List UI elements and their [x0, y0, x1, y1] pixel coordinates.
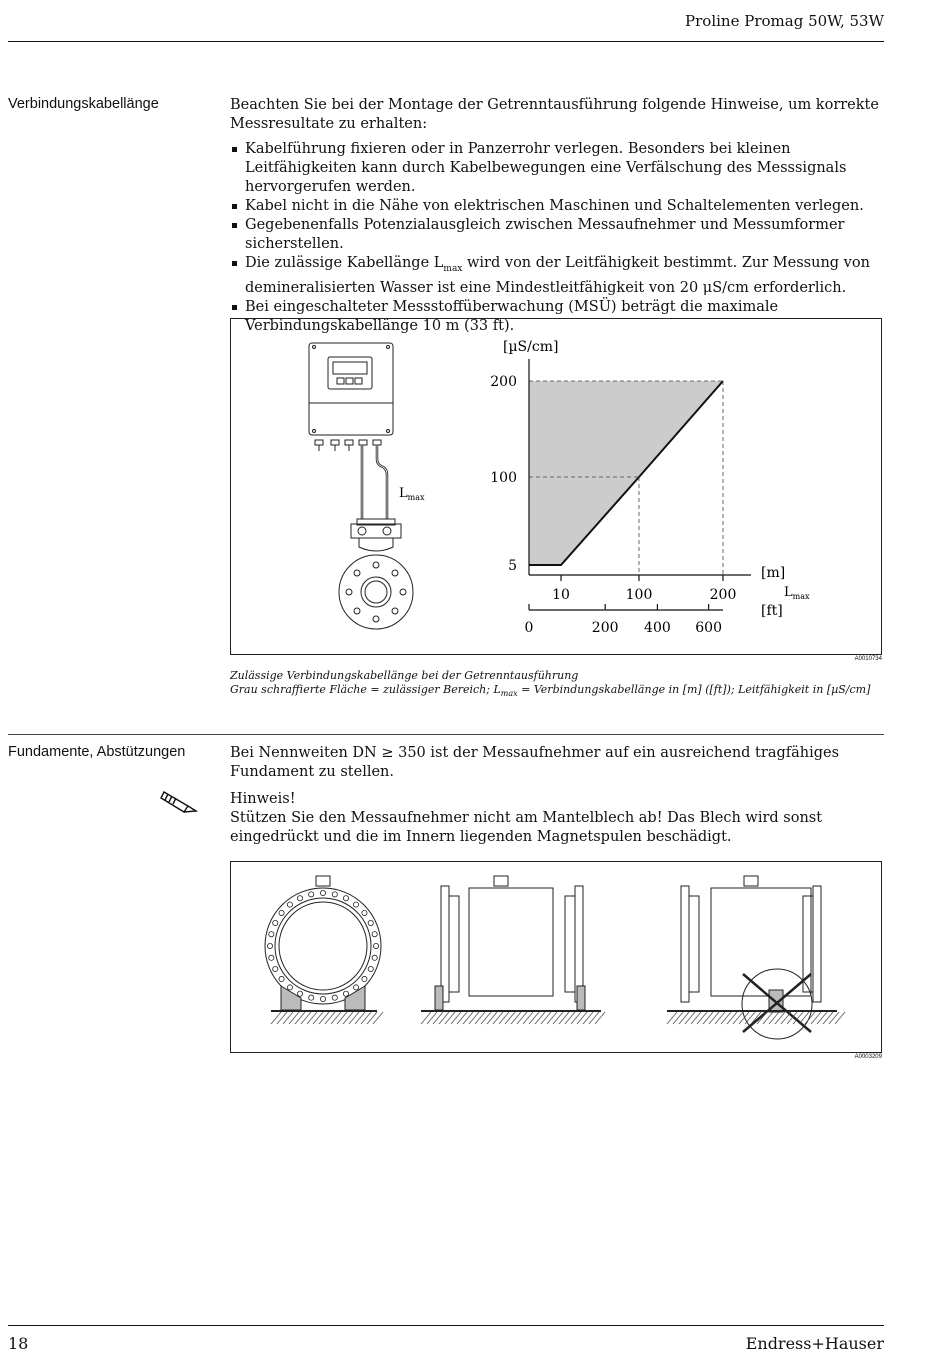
hatch-line [367, 1012, 377, 1024]
hatch-line [685, 1012, 695, 1024]
bolt-hole [343, 991, 348, 996]
hatch-line [331, 1012, 341, 1024]
hatch-line [799, 1012, 809, 1024]
hatch-line [811, 1012, 821, 1024]
hatch-line [499, 1012, 509, 1024]
hatch-line [445, 1012, 455, 1024]
hatch-line [421, 1012, 431, 1024]
x-axis-name: $L_{max}$ [784, 585, 810, 601]
hatch-line [715, 1012, 725, 1024]
hatch-line [427, 1012, 437, 1024]
x-tick-label-m: 100 [625, 587, 653, 603]
bolt-hole [273, 920, 278, 925]
permitted-area [529, 381, 723, 565]
hatch-line [493, 1012, 503, 1024]
hatch-line [673, 1012, 683, 1024]
bolt-hole [297, 896, 302, 901]
caption-line-1: Zulässige Verbindungskabellänge bei der Getrenntausführung [230, 669, 579, 682]
hatch-line [775, 1012, 785, 1024]
y-tick-label: 100 [490, 470, 517, 486]
bolt-hole [332, 995, 337, 1000]
hatch-line [439, 1012, 449, 1024]
hatch-line [451, 1012, 461, 1024]
x-tick-label-ft: 200 [591, 620, 619, 636]
hatch-line [721, 1012, 731, 1024]
figure1-caption [230, 669, 870, 701]
hatch-line [547, 1012, 557, 1024]
x-tick-label-m: 10 [552, 587, 570, 603]
note-title: Hinweis! [230, 791, 296, 807]
x-tick-label-ft: 600 [695, 620, 722, 636]
bolt-hole [269, 955, 274, 960]
hatch-line [349, 1012, 359, 1024]
hatch-line [505, 1012, 515, 1024]
bolt-hole [309, 892, 314, 897]
hatch-line [571, 1012, 581, 1024]
hatch-line [517, 1012, 527, 1024]
figure1-code: A0010734 [854, 656, 882, 662]
x-tick-label-m: 200 [709, 587, 737, 603]
hatch-line [709, 1012, 719, 1024]
hatch-line [277, 1012, 287, 1024]
bolt-hole [320, 996, 325, 1001]
figure-foundations [230, 861, 882, 1053]
y-tick-label: 200 [490, 374, 517, 390]
hatch-line [301, 1012, 311, 1024]
hatch-line [703, 1012, 713, 1024]
transmitter-drawing [309, 343, 413, 629]
hatch-line [733, 1012, 743, 1024]
hatch-line [319, 1012, 329, 1024]
bolt-hole [279, 976, 284, 981]
hatch-line [475, 1012, 485, 1024]
hatch-line [325, 1012, 335, 1024]
hatch-line [577, 1012, 587, 1024]
section-title-cable-length: Verbindungskabellänge [8, 96, 159, 112]
hatch-line [433, 1012, 443, 1024]
bolt-hole [297, 991, 302, 996]
y-tick-label: 5 [508, 558, 517, 574]
hatch-line [817, 1012, 827, 1024]
bolt-hole [362, 976, 367, 981]
x-tick-label-ft: 400 [644, 620, 671, 636]
hatch-line [691, 1012, 701, 1024]
bolt-hole [353, 985, 358, 990]
section2-text: Bei Nennweiten DN ≥ 350 ist der Messaufnehmer auf ein ausreichend tragfähiges Fundament zu stellen. [230, 745, 840, 780]
hatch-line [523, 1012, 533, 1024]
hatch-line [361, 1012, 371, 1024]
device-lmax-label: $L_{max}$ [399, 486, 425, 502]
bullet-item: Kabelführung fixieren oder in Panzerrohr verlegen. Besonders bei kleinen Leitfähigkeiten kann durch Kabelbewegungen eine Verfälschung des Messsignals hervorgerufen werden. [230, 140, 886, 197]
bolt-hole [372, 955, 377, 960]
hatch-line [487, 1012, 497, 1024]
bolt-hole [279, 910, 284, 915]
bolt-hole [373, 943, 378, 948]
header-rule [8, 41, 884, 42]
figure2-code: A0003209 [854, 1054, 882, 1060]
figure-cable-length [230, 318, 882, 655]
page-header-title: Proline Promag 50W, 53W [685, 12, 884, 30]
bolt-hole [372, 932, 377, 937]
bolt-hole [332, 892, 337, 897]
hatch-line [271, 1012, 281, 1024]
hatch-line [559, 1012, 569, 1024]
hatch-line [583, 1012, 593, 1024]
hatch-line [355, 1012, 365, 1024]
bullet-item: Die zulässige Kabellänge $L_{max}$ wird von der Leitfähigkeit bestimmt. Zur Messung von demineralisierten Wasser ist eine Mindestleitfähigkeit von 20 μS/cm erforderlich. [230, 254, 886, 298]
hatch-line [781, 1012, 791, 1024]
note-text: Stützen Sie den Messaufnehmer nicht am Mantelblech ab! Das Blech wird sonst eingedrückt und die im Innern liegenden Magnetspulen beschädigt. [230, 810, 823, 845]
hatch-line [289, 1012, 299, 1024]
bolt-hole [368, 920, 373, 925]
bolt-hole [309, 995, 314, 1000]
pencil-icon [160, 788, 200, 814]
hatch-line [697, 1012, 707, 1024]
hatch-line [295, 1012, 305, 1024]
x-tick-label-ft: 0 [524, 620, 534, 636]
x-axis-label-ft: [ft] [761, 603, 783, 619]
hatch-line [565, 1012, 575, 1024]
hatch-line [823, 1012, 833, 1024]
figure-cable-length-svg [231, 319, 881, 654]
bolt-hole [269, 932, 274, 937]
bolt-hole [368, 966, 373, 971]
section-title-foundations: Fundamente, Abstützungen [8, 744, 186, 760]
hatch-line [829, 1012, 839, 1024]
x-axis-label-m: [m] [761, 565, 786, 581]
bullet-item: Kabel nicht in die Nähe von elektrischen Maschinen und Schaltelementen verlegen. [230, 197, 886, 216]
sensor-front-view-drawing [265, 876, 381, 1011]
hatch-line [457, 1012, 467, 1024]
section1-body [230, 96, 886, 336]
hatch-line [469, 1012, 479, 1024]
hatch-line [535, 1012, 545, 1024]
hatch-line [337, 1012, 347, 1024]
hatch-line [463, 1012, 473, 1024]
hatch-line [373, 1012, 383, 1024]
hatch-line [529, 1012, 539, 1024]
hatch-line [313, 1012, 323, 1024]
conductivity-chart [490, 339, 810, 636]
hatch-line [553, 1012, 563, 1024]
bolt-hole [353, 902, 358, 907]
caption-line-2: Grau schraffierte Fläche = zulässiger Bereich; $L_{max}$ = Verbindungskabellänge in [m] ([ft]); Leitfähigkeit in [µS/cm] [230, 683, 871, 699]
bolt-hole [320, 890, 325, 895]
section1-bullet-list [230, 140, 886, 336]
hatch-line [679, 1012, 689, 1024]
hatch-line [835, 1012, 845, 1024]
hatch-line [481, 1012, 491, 1024]
hatch-line [595, 1012, 605, 1024]
bullet-item: Gegebenenfalls Potenzialausgleich zwischen Messaufnehmer und Messumformer sicherstellen. [230, 216, 886, 254]
bolt-hole [287, 902, 292, 907]
hatch-line [769, 1012, 779, 1024]
hatch-line [343, 1012, 353, 1024]
bolt-hole [273, 966, 278, 971]
hatch-line [667, 1012, 677, 1024]
section-divider [8, 734, 884, 735]
bolt-hole [343, 896, 348, 901]
hatch-line [541, 1012, 551, 1024]
sensor-side-view-drawing [421, 876, 601, 1011]
figure-foundations-svg [231, 862, 881, 1052]
bolt-hole [267, 943, 272, 948]
hatch-line [283, 1012, 293, 1024]
bolt-hole [287, 985, 292, 990]
hatch-line [511, 1012, 521, 1024]
hatch-line [589, 1012, 599, 1024]
footer-brand: Endress+Hauser [745, 1334, 884, 1353]
note-block [230, 790, 886, 847]
y-axis-label: [µS/cm] [503, 339, 559, 355]
bolt-hole [362, 910, 367, 915]
bullet-item: Bei eingeschalteter Messstoffüberwachung (MSÜ) beträgt die maximale Verbindungskabellänge 10 m (33 ft). [230, 298, 886, 336]
hatch-line [805, 1012, 815, 1024]
bolt-ring [267, 890, 378, 1001]
section1-intro: Beachten Sie bei der Montage der Getrenntausführung folgende Hinweise, um korrekte Messresultate zu erhalten: [230, 97, 879, 132]
page-number: 18 [8, 1334, 29, 1353]
hatch-line [307, 1012, 317, 1024]
hatch-line [727, 1012, 737, 1024]
footer-rule [8, 1325, 884, 1326]
